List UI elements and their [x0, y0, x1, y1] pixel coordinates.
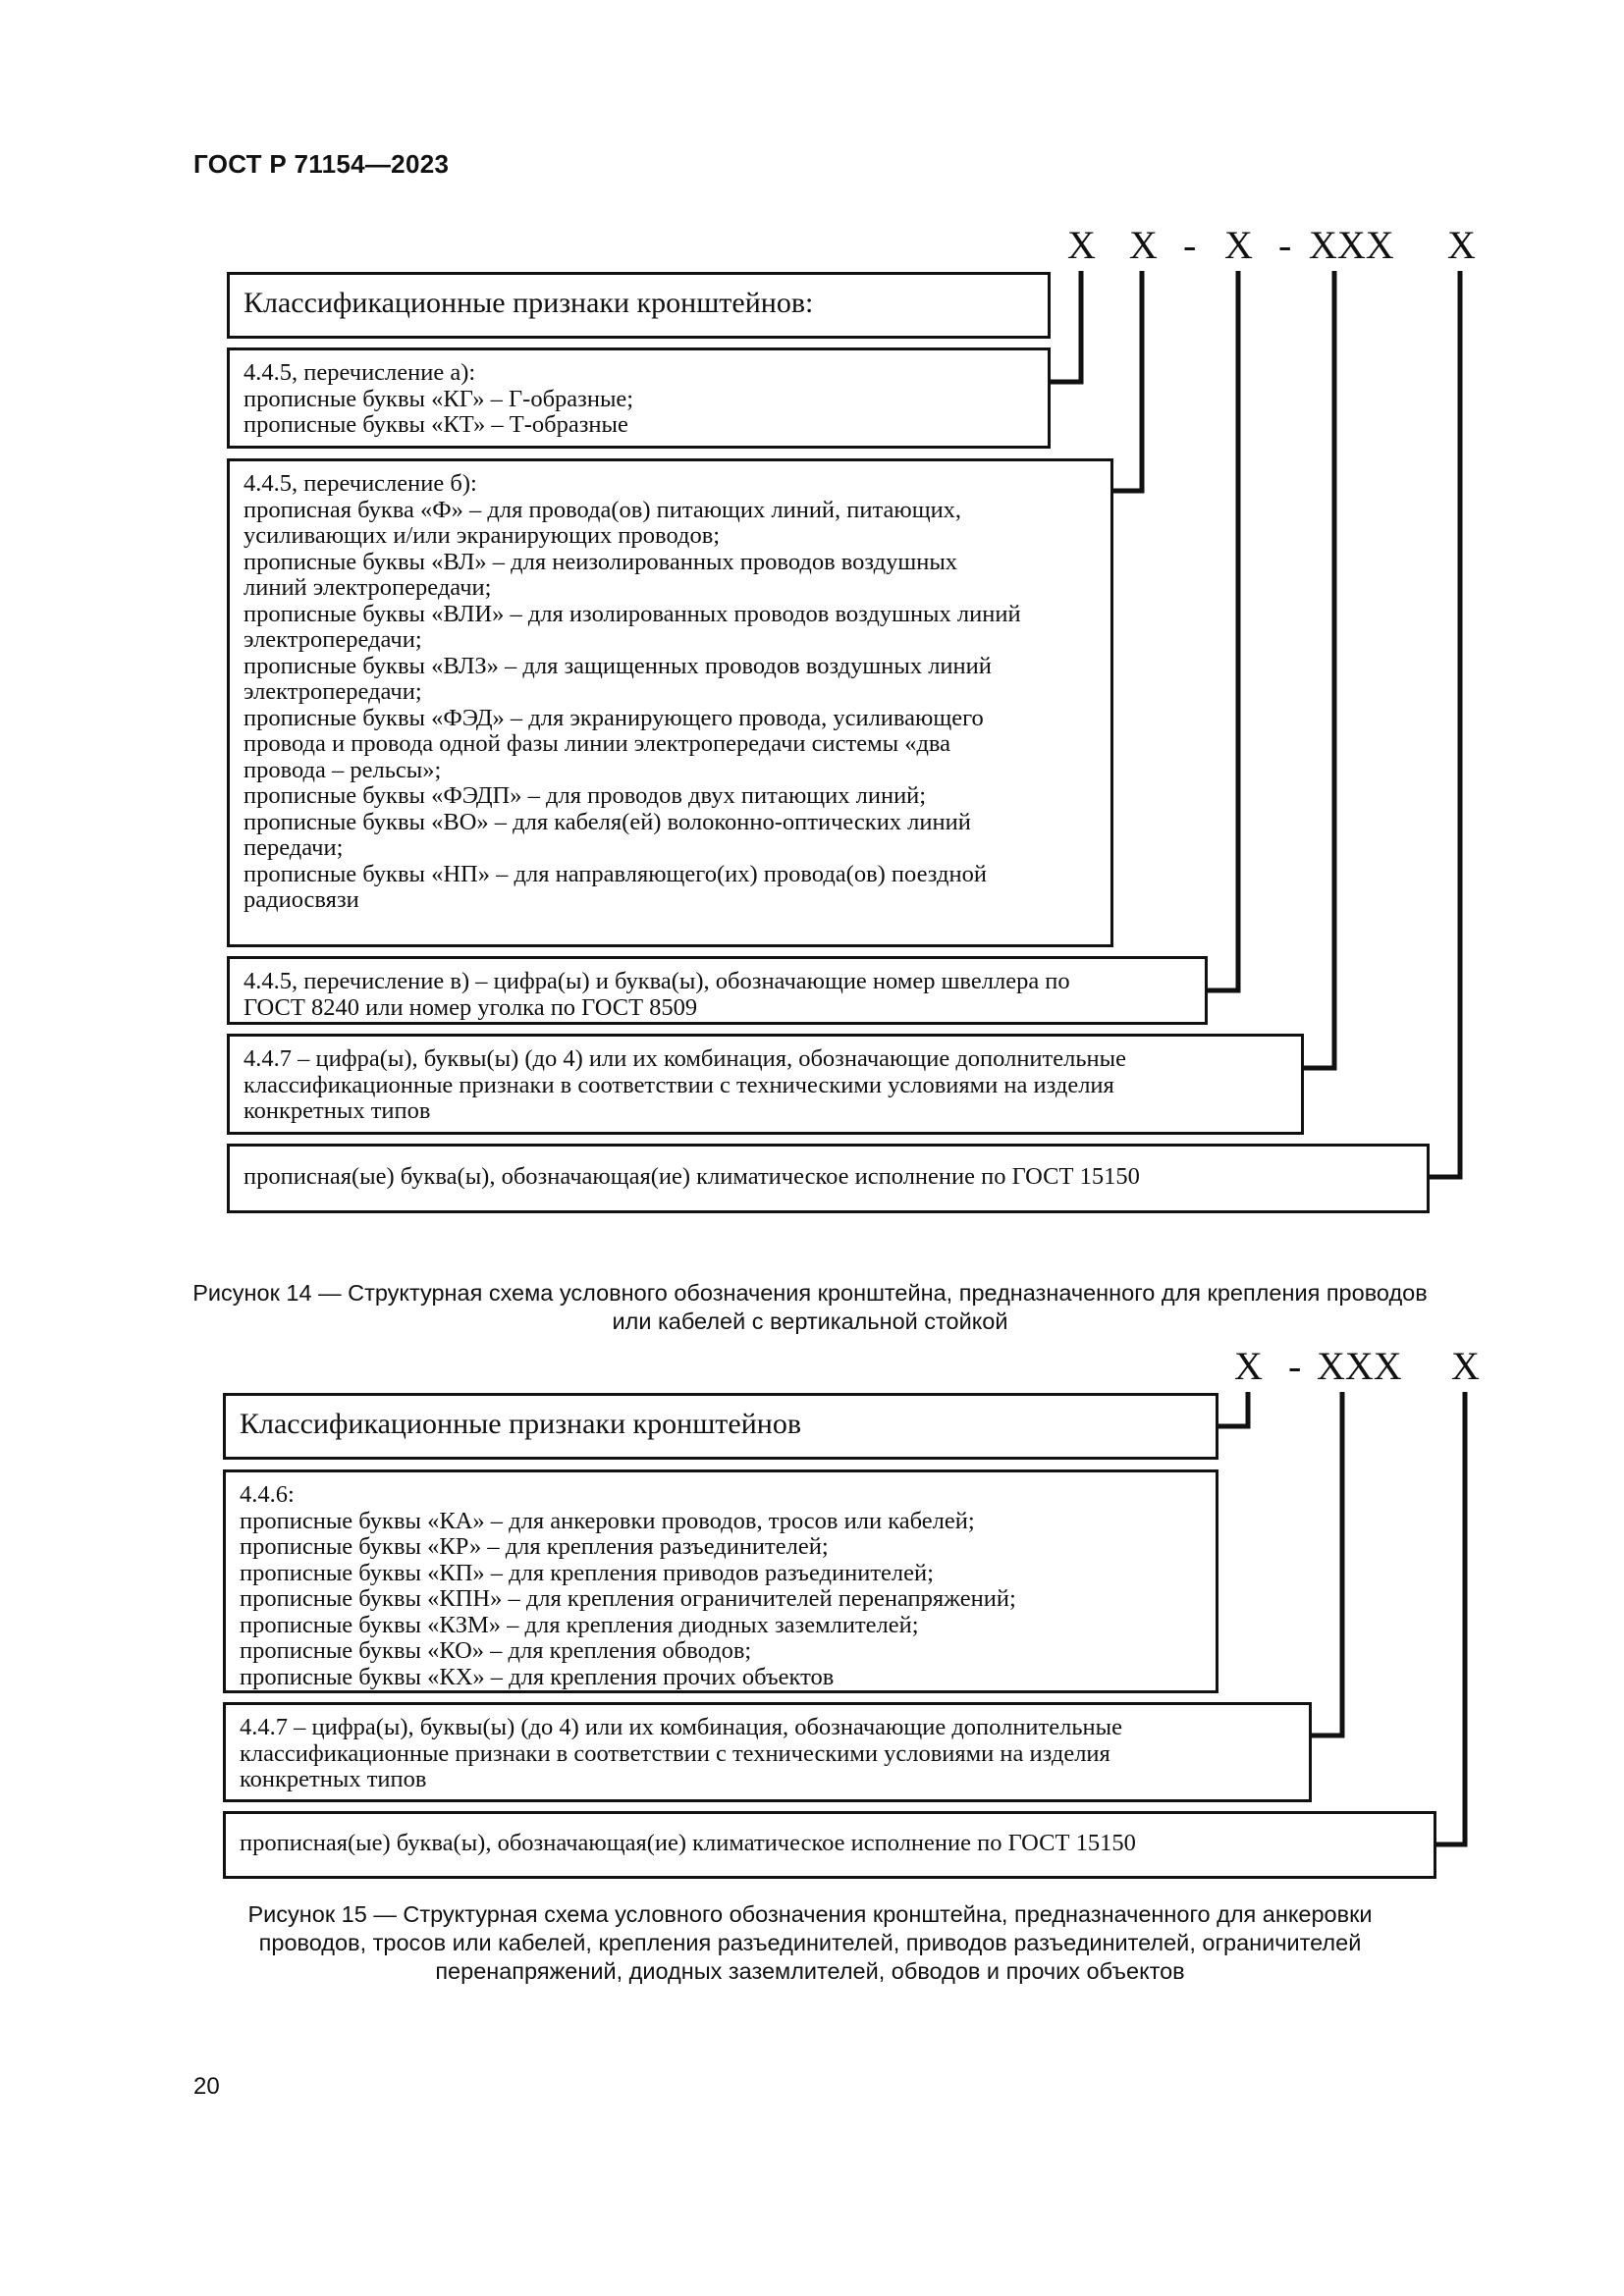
code-position-2: XXX	[1317, 1344, 1402, 1388]
figure15-box-a-line: прописные буквы «КП» – для крепления приводов разъединителей;	[240, 1559, 934, 1586]
figure14-box-b-line: прописные буквы «ВЛ» – для неизолированных проводов воздушных	[244, 548, 958, 575]
code-dash-1: -	[1183, 223, 1197, 267]
connector-position-1	[1218, 1392, 1248, 1426]
figure14-box-e-line: прописная(ые) буква(ы), обозначающая(ие) климатическое исполнение по ГОСТ 15150	[244, 1163, 1140, 1190]
figure14-box-d-line: 4.4.7 – цифра(ы), буквы(ы) (до 4) или их комбинация, обозначающие дополнительные	[244, 1045, 1126, 1072]
figure15-box-a-line: 4.4.6:	[240, 1481, 295, 1508]
figure15-box-c-line: прописная(ые) буква(ы), обозначающая(ие) климатическое исполнение по ГОСТ 15150	[240, 1830, 1136, 1856]
connector-position-1	[1051, 271, 1081, 382]
figure14-box-c-line: 4.4.5, перечисление в) – цифра(ы) и буква(ы), обозначающие номер швеллера по	[244, 968, 1070, 994]
code-position-3: X	[1224, 223, 1253, 267]
figure14-box-b-line: провода и провода одной фазы линии электропередачи системы «два	[244, 730, 951, 757]
figure14-caption-line: или кабелей с вертикальной стойкой	[612, 1308, 1008, 1334]
figure15-box-a-line: прописные буквы «КХ» – для крепления прочих объектов	[240, 1663, 835, 1690]
figure14-title: Классификационные признаки кронштейнов:	[244, 287, 814, 319]
connector-position-5	[1430, 271, 1460, 1177]
code-dash-1: -	[1288, 1344, 1302, 1388]
code-position-1: X	[1234, 1344, 1263, 1388]
code-position-4: XXX	[1309, 223, 1394, 267]
figure14-box-b-line: прописные буквы «ВЛЗ» – для защищенных проводов воздушных линий	[244, 652, 992, 679]
connector-position-2	[1312, 1392, 1342, 1735]
figure14-box-a-line: прописные буквы «КГ» – Г-образные;	[244, 385, 634, 412]
figure14-box-c-line: ГОСТ 8240 или номер уголка по ГОСТ 8509	[244, 993, 698, 1021]
figure15-box-a-line: прописные буквы «КПН» – для крепления ограничителей перенапряжений;	[240, 1585, 1016, 1612]
figure14-box-d-line: конкретных типов	[244, 1097, 431, 1124]
code-position-2: X	[1129, 223, 1158, 267]
document-header: ГОСТ Р 71154—2023	[193, 149, 450, 179]
figure15-title: Классификационные признаки кронштейнов	[240, 1408, 801, 1440]
figure15-box-a-line: прописные буквы «КР» – для крепления разъединителей;	[240, 1533, 829, 1560]
figure15-box-a-line: прописные буквы «КО» – для крепления обводов;	[240, 1637, 752, 1664]
figure15-box-b-line: классификационные признаки в соответствии с техническими условиями на изделия	[240, 1739, 1110, 1767]
code-dash-2: -	[1278, 223, 1292, 267]
figure14-caption-line: Рисунок 14 — Структурная схема условного обозначения кронштейна, предназначенного для крепления проводов	[192, 1280, 1428, 1306]
figure14-box-b-line: 4.4.5, перечисление б):	[244, 470, 477, 497]
figure15-box-a-line: прописные буквы «КА» – для анкеровки проводов, тросов или кабелей;	[240, 1507, 975, 1534]
figure14-box-b-line: прописные буквы «ФЭДП» – для проводов двух питающих линий;	[244, 782, 927, 809]
figure14-box-b-line: линий электропередачи;	[244, 574, 492, 601]
figure15-box-b-line: конкретных типов	[240, 1766, 427, 1792]
code-position-1: X	[1067, 223, 1096, 267]
connector-position-4	[1304, 271, 1334, 1068]
figure14-box-b-line: прописная буква «Ф» – для провода(ов) питающих линий, питающих,	[244, 496, 962, 523]
figure14-box-b-line: электропередачи;	[244, 626, 422, 653]
figure15-caption-line: перенапряжений, диодных заземлителей, обводов и прочих объектов	[435, 1958, 1185, 1984]
figure15-box-b-line: 4.4.7 – цифра(ы), буквы(ы) (до 4) или их комбинация, обозначающие дополнительные	[240, 1714, 1122, 1740]
page-number: 20	[193, 2073, 220, 2100]
figure14-box-b-line: электропередачи;	[244, 678, 422, 705]
figure14-box-a-line: 4.4.5, перечисление а):	[244, 359, 476, 386]
figure14-box-a-line: прописные буквы «КТ» – Т-образные	[244, 411, 628, 438]
figure14-box-b-line: прописные буквы «НП» – для направляющего(их) провода(ов) поездной	[244, 860, 987, 887]
figure14-box-b-line: усиливающих и/или экранирующих проводов;	[244, 522, 721, 549]
figure15-caption-line: Рисунок 15 — Структурная схема условного обозначения кронштейна, предназначенного для анкеровки	[247, 1901, 1373, 1927]
figure14-box-b-line: прописные буквы «ВЛИ» – для изолированных проводов воздушных линий	[244, 600, 1021, 627]
connector-position-3	[1436, 1392, 1465, 1844]
code-position-5: X	[1447, 223, 1476, 267]
figure14-box-b-line: передачи;	[244, 834, 344, 861]
connector-position-2	[1113, 271, 1142, 491]
figure14-box-d-line: классификационные признаки в соответствии с техническими условиями на изделия	[244, 1071, 1114, 1098]
figure15-caption-line: проводов, тросов или кабелей, крепления разъединителей, приводов разъединителей, ограничителей	[258, 1930, 1362, 1955]
connector-position-3	[1208, 271, 1238, 990]
figure14-box-b-line: прописные буквы «ФЭД» – для экранирующего провода, усиливающего	[244, 704, 984, 731]
figure14-box-b-line: радиосвязи	[244, 886, 359, 913]
figure15-box-a-line: прописные буквы «КЗМ» – для крепления диодных заземлителей;	[240, 1611, 919, 1638]
code-position-3: X	[1451, 1344, 1480, 1388]
figure14-box-b-line: провода – рельсы»;	[244, 756, 442, 783]
figure14-box-b-line: прописные буквы «ВО» – для кабеля(ей) волоконно-оптических линий	[244, 808, 971, 835]
